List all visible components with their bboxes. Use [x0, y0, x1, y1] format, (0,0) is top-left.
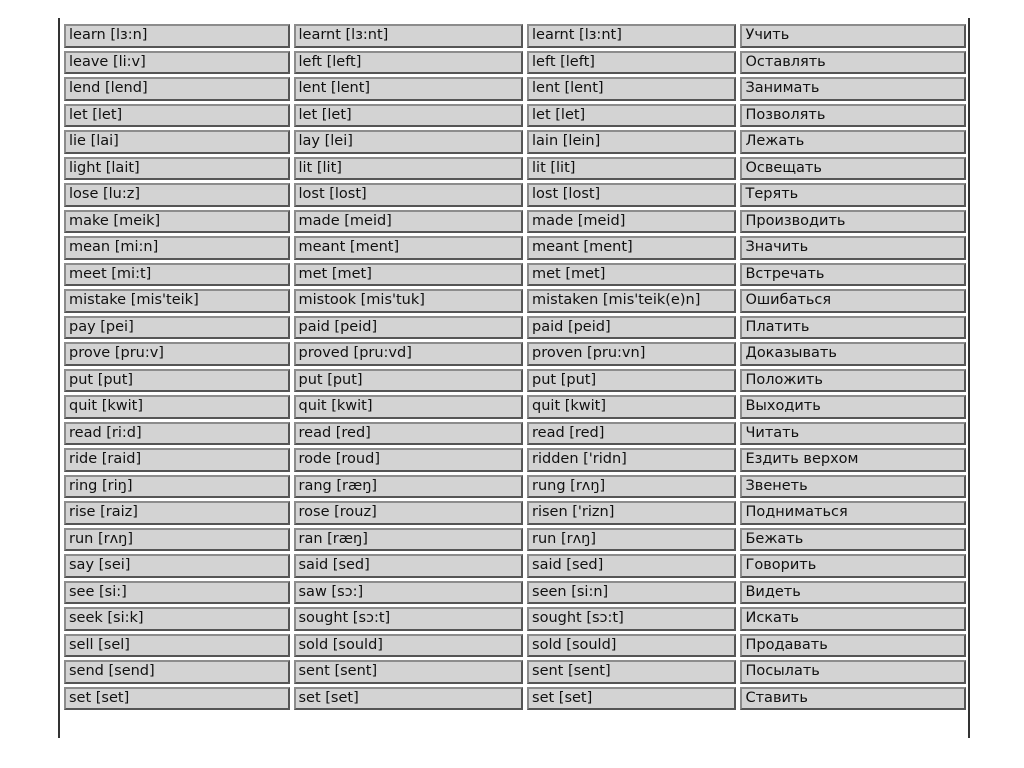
base-form-cell: lend [lend] — [64, 77, 290, 101]
translation-cell: Видеть — [740, 581, 966, 605]
translation-cell: Доказывать — [740, 342, 966, 366]
translation-cell: Выходить — [740, 395, 966, 419]
translation-cell: Ставить — [740, 687, 966, 711]
past-participle-cell: lit [lit] — [527, 157, 736, 181]
base-form-cell: read [ri:d] — [64, 422, 290, 446]
translation-cell: Продавать — [740, 634, 966, 658]
past-participle-cell: lost [lost] — [527, 183, 736, 207]
past-simple-cell: rode [roud] — [294, 448, 524, 472]
base-form-cell: quit [kwit] — [64, 395, 290, 419]
table-row — [64, 342, 966, 366]
translation-cell: Ездить верхом — [740, 448, 966, 472]
base-form-cell: say [sei] — [64, 554, 290, 578]
table-row — [64, 24, 966, 48]
translation-cell: Производить — [740, 210, 966, 234]
table-row — [64, 210, 966, 234]
base-form-cell: make [meik] — [64, 210, 290, 234]
past-simple-cell: set [set] — [294, 687, 524, 711]
translation-cell: Оставлять — [740, 51, 966, 75]
base-form-cell: let [let] — [64, 104, 290, 128]
past-simple-cell: said [sed] — [294, 554, 524, 578]
table-row — [64, 607, 966, 631]
past-simple-cell: sold [sould] — [294, 634, 524, 658]
translation-cell: Положить — [740, 369, 966, 393]
table-row — [64, 448, 966, 472]
translation-cell: Терять — [740, 183, 966, 207]
past-participle-cell: set [set] — [527, 687, 736, 711]
past-simple-cell: mistook [mis'tuk] — [294, 289, 524, 313]
table-row — [64, 501, 966, 525]
table-row — [64, 634, 966, 658]
past-participle-cell: paid [peid] — [527, 316, 736, 340]
past-simple-cell: lay [lei] — [294, 130, 524, 154]
table-row — [64, 660, 966, 684]
past-participle-cell: quit [kwit] — [527, 395, 736, 419]
past-simple-cell: learnt [lɜ:nt] — [294, 24, 524, 48]
irregular-verbs-table — [60, 21, 970, 713]
past-simple-cell: proved [pru:vd] — [294, 342, 524, 366]
past-participle-cell: lain [lein] — [527, 130, 736, 154]
translation-cell: Читать — [740, 422, 966, 446]
translation-cell: Звенеть — [740, 475, 966, 499]
table-row — [64, 51, 966, 75]
past-participle-cell: read [red] — [527, 422, 736, 446]
translation-cell: Значить — [740, 236, 966, 260]
past-participle-cell: put [put] — [527, 369, 736, 393]
past-simple-cell: put [put] — [294, 369, 524, 393]
past-simple-cell: saw [sɔ:] — [294, 581, 524, 605]
translation-cell: Посылать — [740, 660, 966, 684]
translation-cell: Встречать — [740, 263, 966, 287]
past-participle-cell: risen ['rizn] — [527, 501, 736, 525]
past-participle-cell: ridden ['ridn] — [527, 448, 736, 472]
past-simple-cell: quit [kwit] — [294, 395, 524, 419]
base-form-cell: mean [mi:n] — [64, 236, 290, 260]
translation-cell: Лежать — [740, 130, 966, 154]
past-simple-cell: lit [lit] — [294, 157, 524, 181]
past-simple-cell: paid [peid] — [294, 316, 524, 340]
past-simple-cell: lent [lent] — [294, 77, 524, 101]
past-participle-cell: let [let] — [527, 104, 736, 128]
base-form-cell: lie [lai] — [64, 130, 290, 154]
translation-cell: Занимать — [740, 77, 966, 101]
past-simple-cell: lost [lost] — [294, 183, 524, 207]
table-row — [64, 687, 966, 711]
table-row — [64, 369, 966, 393]
past-participle-cell: meant [ment] — [527, 236, 736, 260]
past-participle-cell: seen [si:n] — [527, 581, 736, 605]
translation-cell: Говорить — [740, 554, 966, 578]
table-row — [64, 77, 966, 101]
base-form-cell: sell [sel] — [64, 634, 290, 658]
base-form-cell: learn [lɜ:n] — [64, 24, 290, 48]
translation-cell: Ошибаться — [740, 289, 966, 313]
past-participle-cell: sought [sɔ:t] — [527, 607, 736, 631]
table-row — [64, 554, 966, 578]
table-row — [64, 528, 966, 552]
base-form-cell: run [rʌŋ] — [64, 528, 290, 552]
past-simple-cell: let [let] — [294, 104, 524, 128]
past-simple-cell: met [met] — [294, 263, 524, 287]
past-participle-cell: met [met] — [527, 263, 736, 287]
past-participle-cell: sold [sould] — [527, 634, 736, 658]
table-row — [64, 316, 966, 340]
past-simple-cell: read [red] — [294, 422, 524, 446]
past-participle-cell: proven [pru:vn] — [527, 342, 736, 366]
past-simple-cell: sought [sɔ:t] — [294, 607, 524, 631]
table-row — [64, 236, 966, 260]
table-row — [64, 104, 966, 128]
past-participle-cell: sent [sent] — [527, 660, 736, 684]
base-form-cell: lose [lu:z] — [64, 183, 290, 207]
table-row — [64, 289, 966, 313]
table-row — [64, 157, 966, 181]
translation-cell: Учить — [740, 24, 966, 48]
table-row — [64, 183, 966, 207]
base-form-cell: mistake [mis'teik] — [64, 289, 290, 313]
table-row — [64, 475, 966, 499]
base-form-cell: leave [li:v] — [64, 51, 290, 75]
base-form-cell: prove [pru:v] — [64, 342, 290, 366]
base-form-cell: ring [riŋ] — [64, 475, 290, 499]
past-participle-cell: mistaken [mis'teik(e)n] — [527, 289, 736, 313]
past-participle-cell: learnt [lɜ:nt] — [527, 24, 736, 48]
table-row — [64, 422, 966, 446]
translation-cell: Подниматься — [740, 501, 966, 525]
table-body — [64, 24, 966, 710]
table-row — [64, 130, 966, 154]
past-participle-cell: lent [lent] — [527, 77, 736, 101]
past-participle-cell: run [rʌŋ] — [527, 528, 736, 552]
base-form-cell: light [lait] — [64, 157, 290, 181]
past-simple-cell: meant [ment] — [294, 236, 524, 260]
base-form-cell: pay [pei] — [64, 316, 290, 340]
base-form-cell: send [send] — [64, 660, 290, 684]
past-simple-cell: made [meid] — [294, 210, 524, 234]
past-simple-cell: sent [sent] — [294, 660, 524, 684]
base-form-cell: see [si:] — [64, 581, 290, 605]
table-row — [64, 263, 966, 287]
past-simple-cell: rang [ræŋ] — [294, 475, 524, 499]
table-row — [64, 395, 966, 419]
past-simple-cell: ran [ræŋ] — [294, 528, 524, 552]
base-form-cell: meet [mi:t] — [64, 263, 290, 287]
past-simple-cell: left [left] — [294, 51, 524, 75]
translation-cell: Освещать — [740, 157, 966, 181]
translation-cell: Позволять — [740, 104, 966, 128]
base-form-cell: rise [raiz] — [64, 501, 290, 525]
past-participle-cell: left [left] — [527, 51, 736, 75]
translation-cell: Платить — [740, 316, 966, 340]
translation-cell: Искать — [740, 607, 966, 631]
past-participle-cell: said [sed] — [527, 554, 736, 578]
translation-cell: Бежать — [740, 528, 966, 552]
past-participle-cell: made [meid] — [527, 210, 736, 234]
past-simple-cell: rose [rouz] — [294, 501, 524, 525]
table-row — [64, 581, 966, 605]
base-form-cell: ride [raid] — [64, 448, 290, 472]
base-form-cell: seek [si:k] — [64, 607, 290, 631]
base-form-cell: put [put] — [64, 369, 290, 393]
past-participle-cell: rung [rʌŋ] — [527, 475, 736, 499]
base-form-cell: set [set] — [64, 687, 290, 711]
